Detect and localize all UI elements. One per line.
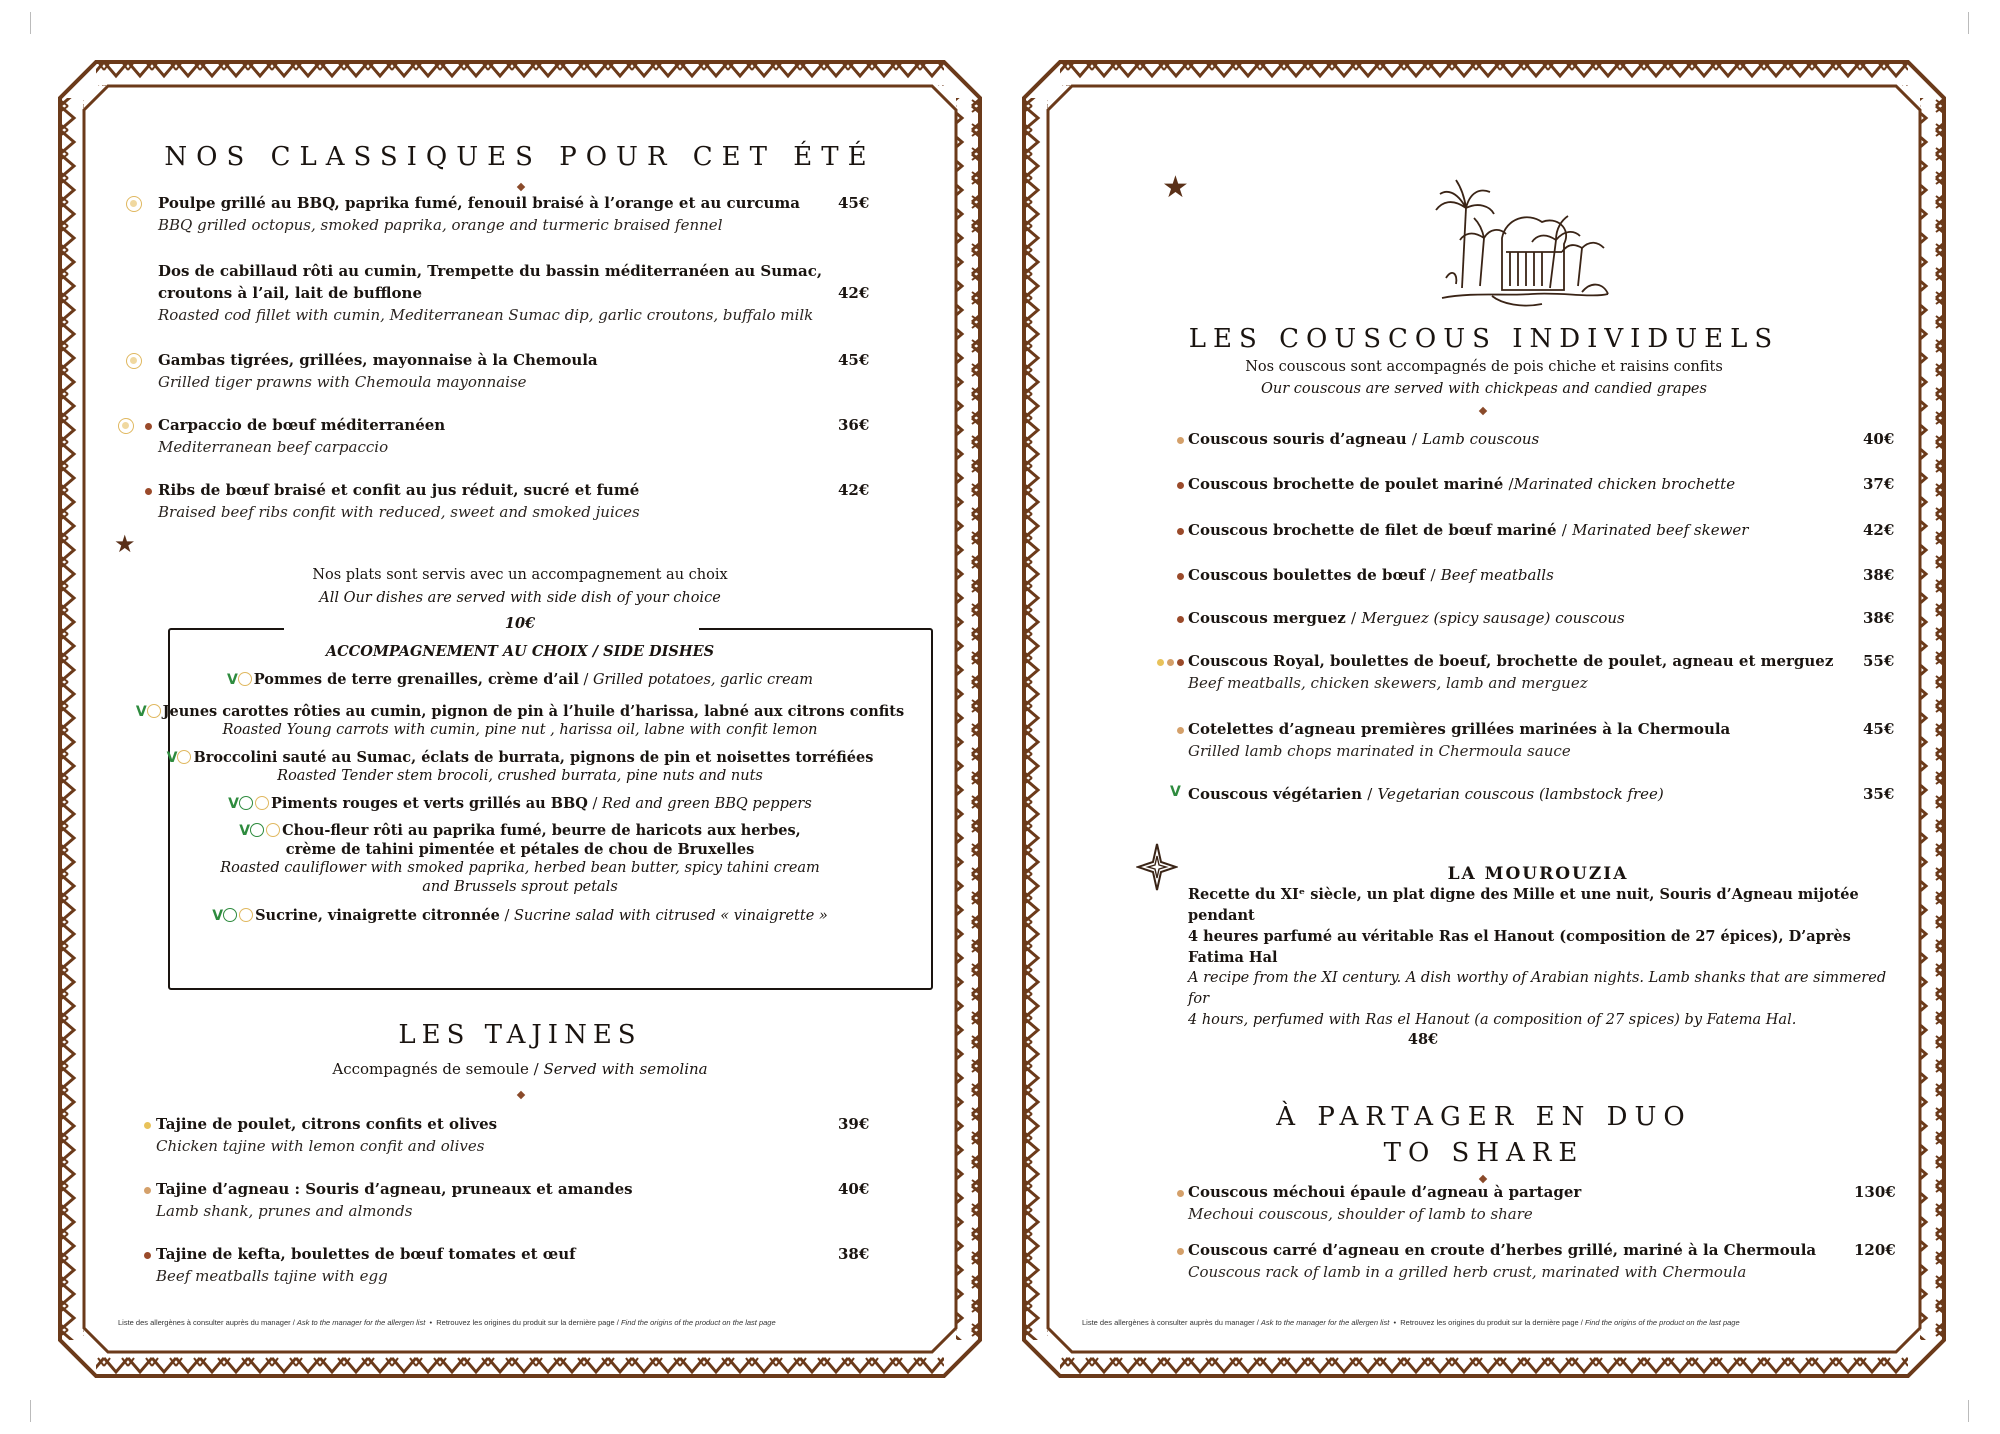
vegetarian-icon: V xyxy=(226,672,238,688)
item-name-fr: Tajine d’agneau : Souris d’agneau, pruneaux et amandes xyxy=(156,1180,633,1198)
menu-item xyxy=(158,414,928,458)
item-price: 45€ xyxy=(838,351,870,369)
meat-dot-icon xyxy=(145,423,152,430)
menu-item: Couscous brochette de filet de bœuf mariné / Marinated beef skewer 42€ xyxy=(1188,521,1895,539)
menu-item xyxy=(1188,1181,1898,1225)
vegetarian-icon: V xyxy=(239,823,251,839)
menu-item: Couscous boulettes de bœuf / Beef meatballs 38€ xyxy=(1188,566,1895,584)
tajines-subtitle: Accompagnés de semoule / Served with semolina xyxy=(332,1060,708,1078)
diamond-ornament xyxy=(1479,407,1487,415)
side-item-fr: crème de tahini pimentée et pétales de chou de Bruxelles xyxy=(285,841,755,858)
vegetarian-icon: V xyxy=(228,796,240,812)
lamb-dot-icon xyxy=(144,1187,151,1194)
diamond-ornament xyxy=(517,183,525,191)
item-price: 45€ xyxy=(1863,720,1895,738)
item-name-en: Grilled lamb chops marinated in Chermoula sauce xyxy=(1188,742,1571,760)
side-item-en: Roasted cauliflower with smoked paprika, herbed bean butter, spicy tahini cream xyxy=(220,860,820,876)
meat-dot-icon xyxy=(145,488,152,495)
item-name-fr: Ribs de bœuf braisé et confit au jus réduit, sucré et fumé xyxy=(158,481,640,499)
item-name-en: Couscous rack of lamb in a grilled herb crust, marinated with Chermoula xyxy=(1188,1263,1747,1281)
item-name-en: Roasted cod fillet with cumin, Mediterranean Sumac dip, garlic croutons, buffalo milk xyxy=(158,306,814,324)
side-item-en: Sucrine salad with citrused « vinaigrette » xyxy=(513,908,828,924)
side-intro-en: All Our dishes are served with side dish of your choice xyxy=(319,590,721,606)
side-item-en: Grilled potatoes, garlic cream xyxy=(592,672,814,688)
crop-mark xyxy=(30,12,31,34)
footer-note: Liste des allergènes à consulter auprès du manager / Ask to the manager for the allergen list • Retrouvez les origines du produit sur la dernière page / Find the origins of the product on the last page xyxy=(118,1318,776,1327)
meat-dot-icon xyxy=(1177,482,1184,489)
item-price: 40€ xyxy=(1863,430,1895,448)
side-item-en: and Brussels sprout petals xyxy=(422,879,618,895)
side-item: V Pommes de terre grenailles, crème d’ail / Grilled potatoes, garlic cream xyxy=(226,671,814,688)
item-price: 36€ xyxy=(838,416,870,434)
vegetarian-icon: V xyxy=(212,908,224,924)
item-name-fr: Couscous carré d’agneau en croute d’herbes grillé, mariné à la Chermoula xyxy=(1188,1241,1817,1259)
menu-item xyxy=(156,1113,926,1157)
item-name-fr: Poulpe grillé au BBQ, paprika fumé, fenouil braisé à l’orange et au curcuma xyxy=(158,194,801,212)
crop-mark xyxy=(1968,1400,1969,1422)
menu-item xyxy=(1188,1239,1898,1283)
sparkle-star-icon xyxy=(1136,842,1178,892)
vegetarian-icon: V xyxy=(135,704,147,720)
item-name-en: Beef meatballs, chicken skewers, lamb and merguez xyxy=(1188,674,1588,692)
crop-mark xyxy=(30,1400,31,1422)
side-item-fr: Broccolini sauté au Sumac, éclats de burrata, pignons de pin et noisettes torréfiées xyxy=(193,749,874,766)
item-name-en: Chicken tajine with lemon confit and olives xyxy=(156,1137,485,1155)
menu-item: Couscous brochette de poulet mariné /Marinated chicken brochette 37€ xyxy=(1188,475,1895,493)
poultry-dot-icon xyxy=(1157,659,1164,666)
sesame-allergen-icon xyxy=(126,353,142,369)
mourouzia-desc-fr: Recette du XIᵉ siècle, un plat digne des Mille et une nuit, Souris d’Agneau mijotée pendant xyxy=(1188,886,1859,924)
side-item-fr: Sucrine, vinaigrette citronnée xyxy=(255,907,500,924)
mourouzia-price: 48€ xyxy=(1407,1031,1439,1048)
meat-dot-icon xyxy=(144,1252,151,1259)
sesame-allergen-icon xyxy=(266,823,280,837)
menu-page-left xyxy=(56,58,984,1380)
menu-item: Couscous merguez / Merguez (spicy sausage) couscous 38€ xyxy=(1188,609,1895,627)
item-price: 42€ xyxy=(838,481,870,499)
sesame-allergen-icon xyxy=(126,196,142,212)
item-price: 120€ xyxy=(1854,1241,1896,1259)
meat-dot-icon xyxy=(1177,659,1184,666)
section-title-tajines: LES TAJINES xyxy=(398,1020,642,1050)
meat-dot-icon xyxy=(1177,616,1184,623)
poultry-dot-icon xyxy=(144,1122,151,1129)
item-price: 38€ xyxy=(1863,609,1895,627)
vegan-icon xyxy=(223,908,237,922)
section-title-classiques: NOS CLASSIQUES POUR CET ÉTÉ xyxy=(164,142,876,172)
crop-mark xyxy=(1968,12,1969,34)
mourouzia-desc-en: A recipe from the XI century. A dish worthy of Arabian nights. Lamb shanks that are simmered for xyxy=(1188,970,1887,1007)
item-price: 40€ xyxy=(838,1180,870,1198)
section-title-to-share: TO SHARE xyxy=(1383,1138,1585,1168)
item-name-en: Grilled tiger prawns with Chemoula mayonnaise xyxy=(158,373,527,391)
menu-item: Couscous souris d’agneau / Lamb couscous 40€ xyxy=(1188,430,1895,448)
vegan-icon xyxy=(250,823,264,837)
sesame-allergen-icon xyxy=(239,908,253,922)
sesame-allergen-icon xyxy=(255,796,269,810)
item-name-en: Mediterranean beef carpaccio xyxy=(158,438,389,456)
item-name-fr: Carpaccio de bœuf méditerranéen xyxy=(158,416,446,434)
footer-note: Liste des allergènes à consulter auprès du manager / Ask to the manager for the allergen list • Retrouvez les origines du produit sur la dernière page / Find the origins of the product on the last page xyxy=(1082,1318,1740,1327)
sesame-allergen-icon xyxy=(238,672,252,686)
subtitle-en: Served with semolina xyxy=(543,1060,708,1078)
item-name-en: BBQ grilled octopus, smoked paprika, orange and turmeric braised fennel xyxy=(158,216,723,234)
item-price: 45€ xyxy=(838,194,870,212)
menu-item xyxy=(156,1178,926,1222)
sesame-allergen-icon xyxy=(177,750,191,764)
side-item-fr: Chou-fleur rôti au paprika fumé, beurre de haricots aux herbes, xyxy=(282,822,801,839)
item-price: 38€ xyxy=(838,1245,870,1263)
item-name-en: Mechoui couscous, shoulder of lamb to share xyxy=(1188,1205,1533,1223)
menu-item xyxy=(156,1243,926,1287)
item-name-fr: Couscous Royal, boulettes de boeuf, brochette de poulet, agneau et merguez xyxy=(1188,652,1834,670)
menu-item: Couscous végétarien / Vegetarian couscous (lambstock free) 35€ xyxy=(1188,785,1895,803)
side-item-en: Red and green BBQ peppers xyxy=(602,796,812,812)
item-name-en: Braised beef ribs confit with reduced, sweet and smoked juices xyxy=(158,503,640,521)
side-item xyxy=(104,748,936,768)
lamb-dot-icon xyxy=(1177,1248,1184,1255)
item-name-fr: Tajine de poulet, citrons confits et olives xyxy=(156,1115,498,1133)
lamb-dot-icon xyxy=(1177,437,1184,444)
meat-dot-icon xyxy=(1177,528,1184,535)
item-name-en: Lamb shank, prunes and almonds xyxy=(156,1202,413,1220)
sesame-allergen-icon xyxy=(118,418,134,434)
menu-item xyxy=(158,349,928,393)
side-item-fr: Piments rouges et verts grillés au BBQ xyxy=(271,795,588,812)
item-name-fr: Cotelettes d’agneau premières grillées marinées à la Chermoula xyxy=(1188,720,1731,738)
item-name-fr: Tajine de kefta, boulettes de bœuf tomates et œuf xyxy=(156,1245,576,1263)
side-item-fr: Jeunes carottes rôties au cumin, pignon de pin à l’huile d’harissa, labné aux citrons confits xyxy=(162,703,905,720)
lamb-dot-icon xyxy=(1177,1190,1184,1197)
star-ornament-icon: ★ xyxy=(1162,170,1189,205)
section-title-couscous: LES COUSCOUS INDIVIDUELS xyxy=(1188,324,1780,354)
item-price: 35€ xyxy=(1863,785,1895,803)
couscous-subtitle-fr: Nos couscous sont accompagnés de pois chiche et raisins confits xyxy=(1245,359,1723,375)
vegan-icon xyxy=(239,796,253,810)
side-item-fr: Pommes de terre grenailles, crème d’ail xyxy=(253,671,579,688)
item-price: 39€ xyxy=(838,1115,870,1133)
side-item-en: Roasted Young carrots with cumin, pine nut , harissa oil, labne with confit lemon xyxy=(222,722,818,738)
item-name-fr: Couscous méchoui épaule d’agneau à partager xyxy=(1188,1183,1582,1201)
star-ornament-icon: ★ xyxy=(114,530,136,558)
side-item xyxy=(104,702,936,722)
item-name-en: Beef meatballs tajine with egg xyxy=(156,1267,388,1285)
meat-dot-icon xyxy=(1177,573,1184,580)
item-name-fr: Gambas tigrées, grillées, mayonnaise à la Chemoula xyxy=(158,351,598,369)
side-item-en: Roasted Tender stem brocoli, crushed burrata, pine nuts and nuts xyxy=(277,768,763,784)
side-item xyxy=(104,821,936,841)
menu-item xyxy=(158,260,928,326)
side-intro-fr: Nos plats sont servis avec un accompagnement au choix xyxy=(312,567,728,583)
item-price: 37€ xyxy=(1863,475,1895,493)
lamb-dot-icon xyxy=(1177,727,1184,734)
item-price: 42€ xyxy=(838,284,870,302)
menu-item xyxy=(1188,650,1898,694)
vegetarian-icon: V xyxy=(1170,784,1181,800)
mourouzia-section xyxy=(1188,864,1898,1048)
diamond-ornament xyxy=(517,1091,525,1099)
section-title-partager: À PARTAGER EN DUO xyxy=(1276,1102,1692,1132)
item-price: 42€ xyxy=(1863,521,1895,539)
item-price: 55€ xyxy=(1863,652,1895,670)
side-price: 10€ xyxy=(504,615,536,632)
couscous-subtitle-en: Our couscous are served with chickpeas and candied grapes xyxy=(1261,381,1707,397)
mourouzia-title: LA MOUROUZIA xyxy=(1447,864,1629,884)
mourouzia-desc-en: 4 hours, perfumed with Ras el Hanout (a composition of 27 spices) by Fatema Hal. xyxy=(1188,1012,1797,1028)
item-price: 130€ xyxy=(1854,1183,1896,1201)
menu-item xyxy=(1188,718,1898,762)
lamb-dot-icon xyxy=(1167,659,1174,666)
subtitle-fr: Accompagnés de semoule xyxy=(332,1060,529,1078)
side-item: V Piments rouges et verts grillés au BBQ / Red and green BBQ peppers xyxy=(228,795,812,812)
sesame-allergen-icon xyxy=(147,704,161,718)
menu-item xyxy=(158,479,928,523)
item-name-fr: Dos de cabillaud rôti au cumin, Trempette du bassin méditerranéen au Sumac, xyxy=(158,262,823,280)
mourouzia-desc-fr: 4 heures parfumé au véritable Ras el Hanout (composition de 27 épices), D’après Fatima Hal xyxy=(1188,928,1851,966)
vegetarian-icon: V xyxy=(166,750,178,766)
oasis-illustration-icon xyxy=(1432,168,1612,318)
item-name-fr: croutons à l’ail, lait de bufflone xyxy=(158,284,422,302)
item-price: 38€ xyxy=(1863,566,1895,584)
side-heading: ACCOMPAGNEMENT AU CHOIX / SIDE DISHES xyxy=(325,643,715,660)
menu-page-right xyxy=(1020,58,1948,1380)
side-item: V Sucrine, vinaigrette citronnée / Sucrine salad with citrused « vinaigrette » xyxy=(212,907,828,924)
menu-item xyxy=(158,192,928,236)
